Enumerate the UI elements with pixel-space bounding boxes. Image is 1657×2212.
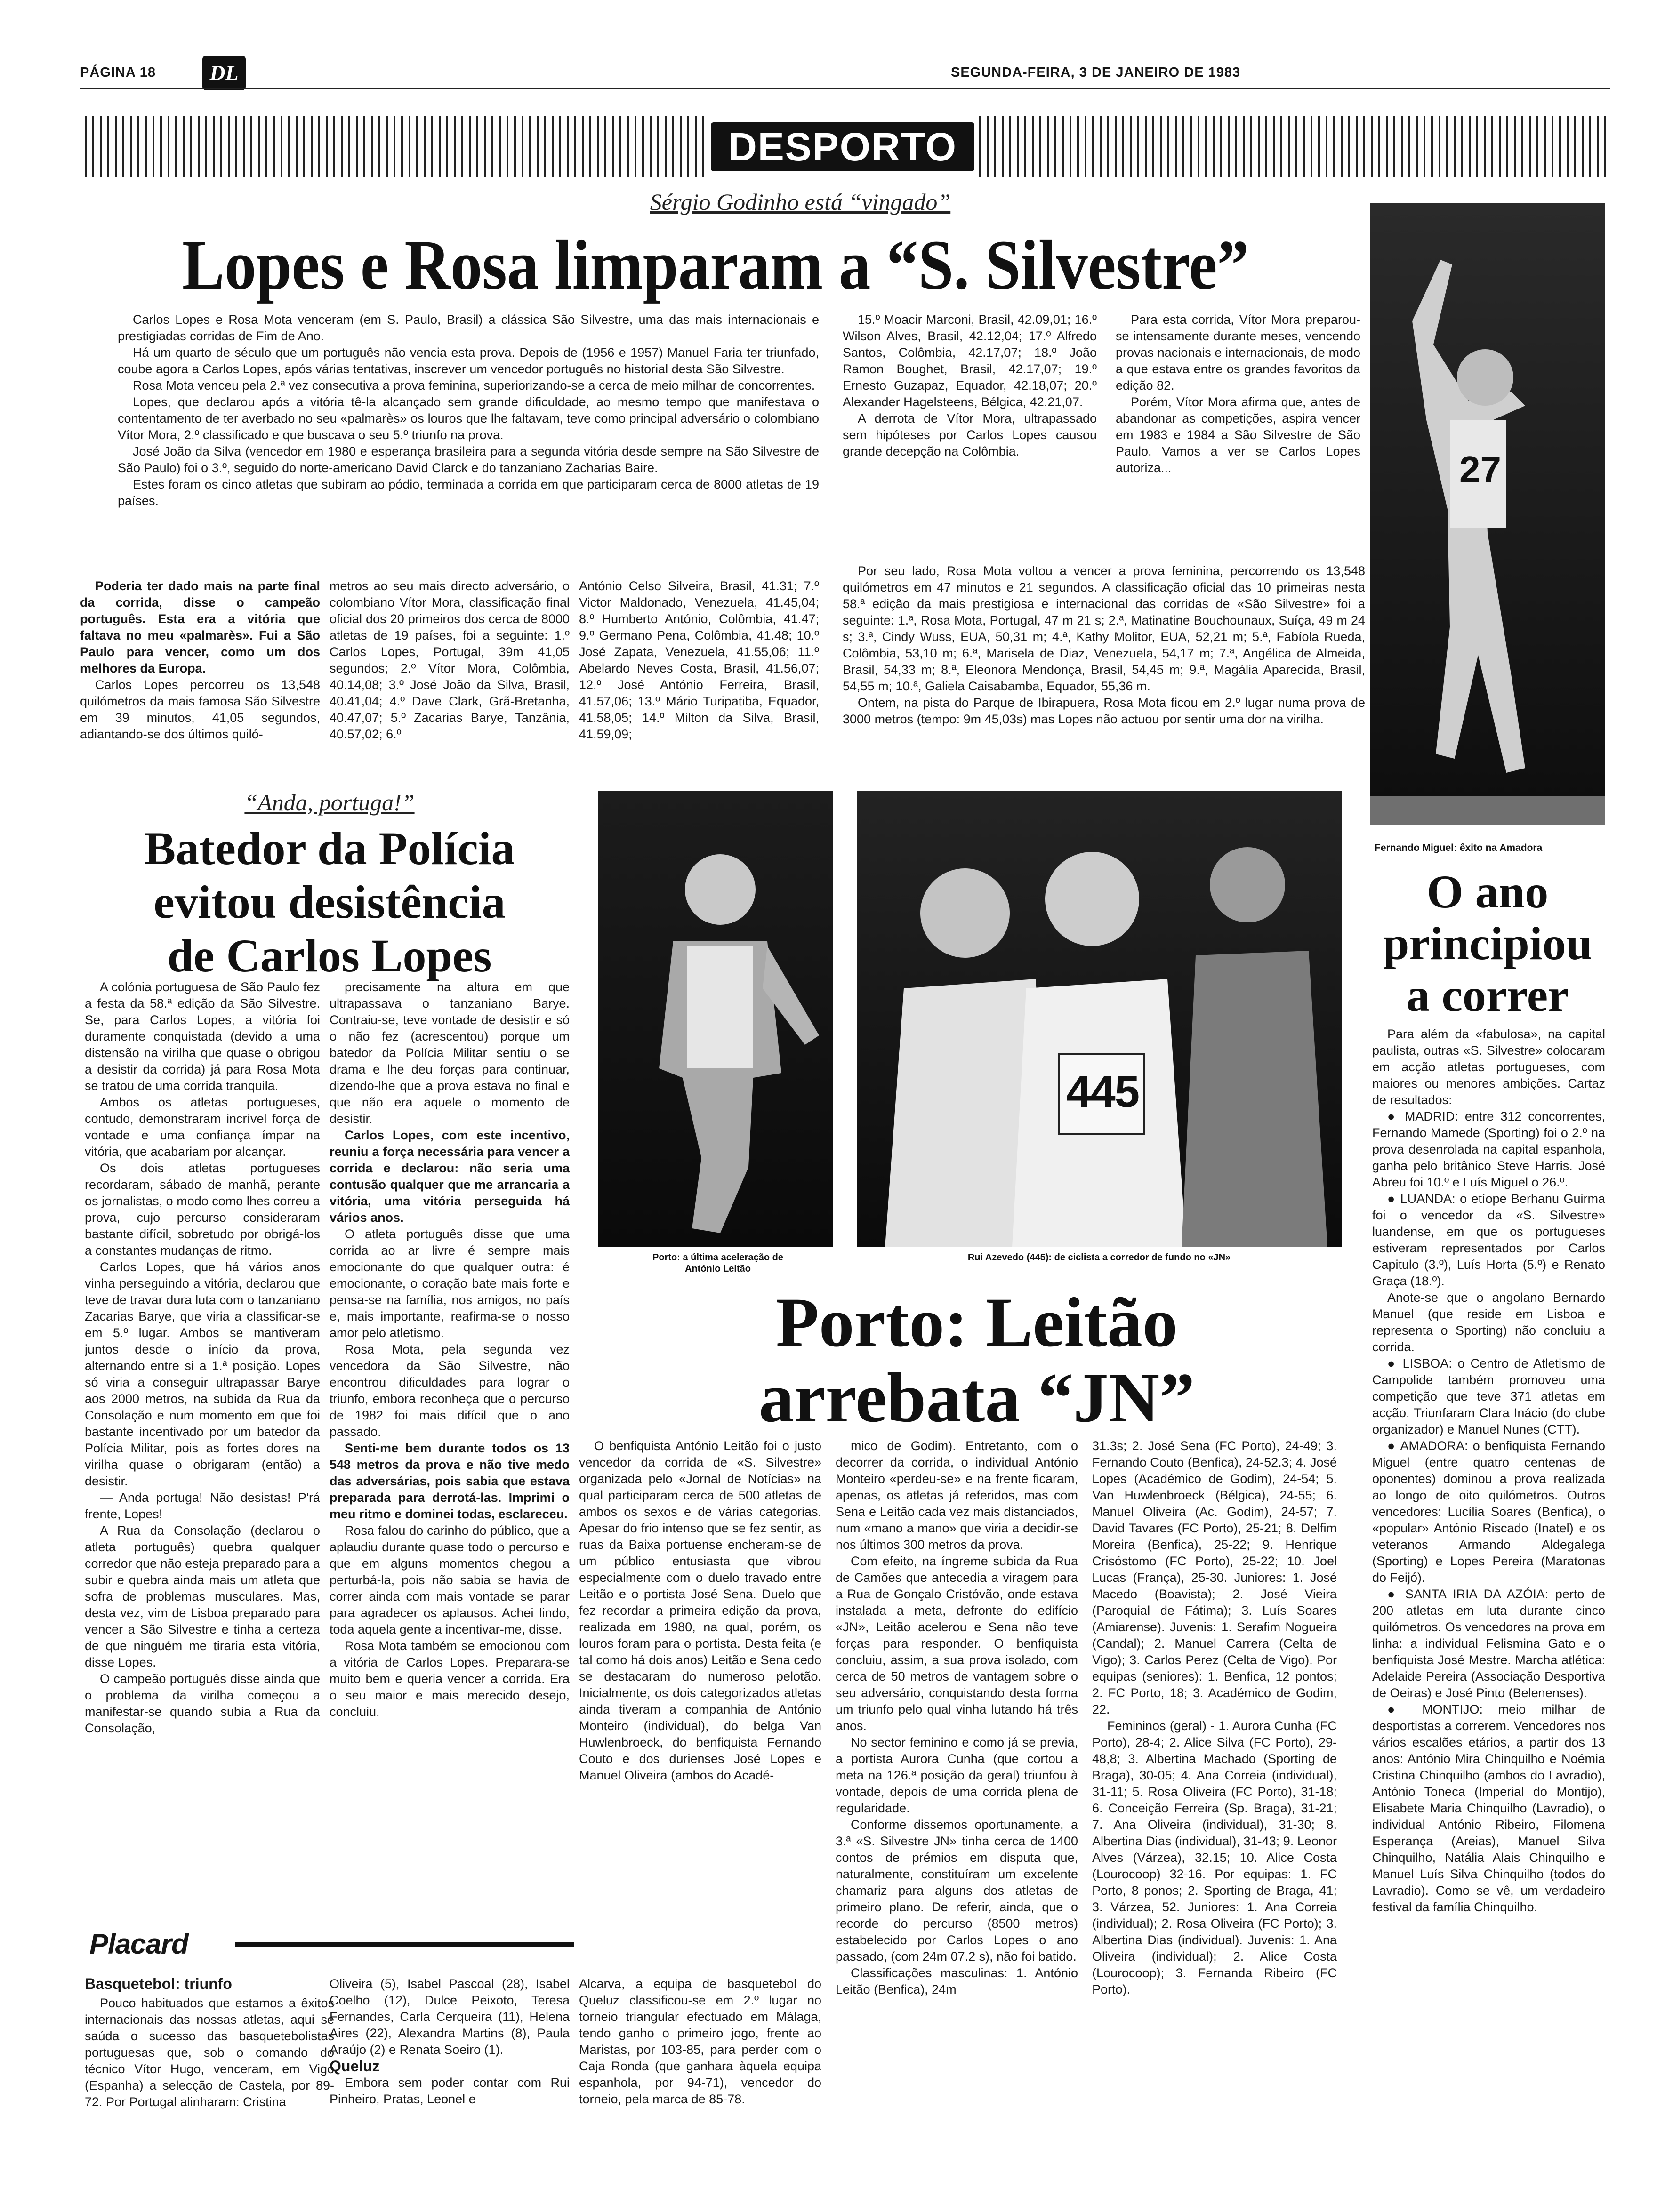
police-headline-line: Batedor da Polícia <box>144 822 515 874</box>
main-paragraph: Carlos Lopes e Rosa Mota venceram (em S. Paulo, Brasil) a clássica São Silvestre, uma das mais internacionais e prestigiadas corridas de Fim de Ano. <box>118 313 819 343</box>
main-kicker: Sérgio Godinho está “vingado” <box>650 189 951 215</box>
bullet-icon: ● <box>1387 1109 1405 1123</box>
section-band-left <box>85 116 706 177</box>
main-paragraph: A derrota de Vítor Mora, ultrapassado sem hipóteses por Carlos Lopes causou grande decepção na Colômbia. <box>843 411 1097 458</box>
masthead-rule <box>80 88 1610 89</box>
police-paragraph: Rosa Mota também se emocionou com a vitória de Carlos Lopes. Preparara-se muito bem e queria vencer a corrida. Era o seu maior e mais merecido desejo, concluiu. <box>330 1639 570 1719</box>
porto-paragraph: Com efeito, na íngreme subida da Rua de Camões que antecedia a viragem para a Rua de Gonçalo Cristóvão, onde estava instalada a meta, defronte do edifício «JN», Leitão acelerou e Sena não teve forças para responder. O benfiquista concluiu, assim, a sua prova isolado, com cerca de 50 metros de vantagem sobre o seu adversário, conquistando desta forma um triunfo pelo qual vinha lutando há três anos. <box>836 1554 1078 1733</box>
main-headline: Lopes e Rosa limparam a “S. Silvestre” <box>182 226 1249 304</box>
main-paragraph: Carlos Lopes percorreu os 13,548 quilómetros da mais famosa São Silvestre em 39 minutos, 41,05 segundos, adiantando-se dos últimos quiló- <box>80 678 320 741</box>
police-paragraph: Ambos os atletas portugueses, contudo, demonstraram incrível força de vontade e uma confiança ímpar na vitória, que acabariam por alcançar. <box>85 1095 320 1159</box>
sidebar-item-text: Anote-se que o angolano Bernardo Manuel (que reside em Lisboa e representa o Sporting) não concluiu a corrida. <box>1372 1290 1605 1354</box>
placard-paragraph: Oliveira (5), Isabel Pascoal (28), Isabel Coelho (12), Dulce Peixoto, Teresa Fernandes, Carla Cerqueira (11), Helena Aires (22), Alexandra Martins (8), Paula Araújo (2) e Renata Soeiro (1). <box>330 1977 570 2057</box>
results-paragraph: António Celso Silveira, Brasil, 41.31; 7.º Victor Maldonado, Venezuela, 41.45,04; 8.º Humberto António, Colômbia, 41.47; 9.º Germano Pena, Colômbia, 41.48; 10.º José Zapata, Venezuela, 41.55,06; 11.º Abelardo Neves Costa, Brasil, 41.56,07; 12.º José António Ferreira, Brasil, 41.57,06; 13.º Mário Turipatiba, Equador, 41.58,05; 14.º Milton da Silva, Brasil, 41.59,09; <box>579 579 819 741</box>
bullet-icon: ● <box>1387 1587 1405 1601</box>
police-paragraph: A colónia portuguesa de São Paulo fez a festa da 58.ª edição da São Silvestre. Se, para Carlos Lopes, a vitória foi duramente conquistada (devido a uma distensão na virilha que quase o obrigou a desistir da corrida) já para Rosa Mota se tratou de uma corrida tranquila. <box>85 980 320 1093</box>
police-paragraph: Carlos Lopes, que há vários anos vinha perseguindo a vitória, declarou que teve de travar dura luta com o tanzaniano Zacarias Barye, que viria a classificar-se em 5.º lugar. Ambos se mantiveram juntos desde o início da prova, alternando entre si a 1.ª posição. Lopes só viria a conseguir ultrapassar Barye aos 2000 metros, na subida da Rua da Consolação e num momento em que foi bastante incentivado por um batedor da Polícia Militar, pois as fortes dores na virilha quase o obrigaram (então) a desistir. <box>85 1260 320 1488</box>
placard-bar <box>85 1925 579 1963</box>
sidebar-photo-caption: Fernando Miguel: êxito na Amadora <box>1375 842 1543 853</box>
photo-rui-azevedo <box>857 791 1342 1247</box>
placard-subhead: Basquetebol: triunfo <box>85 1975 232 1992</box>
porto-paragraph: Classificações masculinas: 1. António Leitão (Benfica), 24m <box>836 1966 1078 1996</box>
placard-paragraph: Embora sem poder contar com Rui Pinheiro, Pratas, Leonel e <box>330 2076 570 2106</box>
placard-title: Placard <box>89 1928 188 1960</box>
main-paragraph: Lopes, que declarou após a vitória tê-la alcançado sem grande dificuldade, ao mesmo tempo que manifestava o contentamento de ter averbado no seu «palmarès» os louros que lhe faltavam, teve como principal adversário o colombiano Vítor Mora, 2.º classificado e que buscava o seu 5.º triunfo na prova. <box>118 395 819 442</box>
placard-col-2 <box>330 1976 570 2173</box>
porto-paragraph: O benfiquista António Leitão foi o justo vencedor da corrida de «S. Silvestre» organizada pelo «Jornal de Notícias» na qual participaram cerca de 500 atletas de ambos os sexos e de várias categorias. Apesar do frio intenso que se fez sentir, as ruas da Baixa portuense encheram-se de um público entusiasta que vibrou especialmente com o duelo travado entre Leitão e o portista José Sena. Duelo que fez recordar a primeira edição da prova, realizada em 1980, na qual, porém, os louros foram para o portista. Desta feita (e tal como há dois anos) Leitão e Sena cedo se destacaram do numeroso pelotão. Inicialmente, os dois categorizados atletas ainda tiveram a companhia de António Monteiro (individual), do belga Van Huwlenbroeck, do benfiquista Fernando Couto e dos durienses José Lopes e Manuel Oliveira (ambos do Acadé- <box>579 1439 821 1782</box>
sidebar-item-text: LISBOA: o Centro de Atletismo de Campolide também promoveu uma competição que teve 371 atletas em acção. Triunfaram Clara Inácio (do clube organizador) e Manuel Nunes (CTT). <box>1372 1356 1605 1436</box>
porto-col-3 <box>1092 1438 1337 2163</box>
police-headline-line: de Carlos Lopes <box>167 930 492 982</box>
sidebar-item-text: MADRID: entre 312 concorrentes, Fernando Mamede (Sporting) foi o 2.º na prova desenrolada na capital espanhola, ganha pelo britânico Steve Harris. José Abreu foi 10.º e Luís Miguel o 26.º. <box>1372 1109 1605 1189</box>
porto-headline <box>588 1285 1365 1435</box>
placard-subhead-queluz: Queluz <box>330 2058 380 2075</box>
main-paragraph: Porém, Vítor Mora afirma que, antes de abandonar as competições, aspira vencer em 1983 e 1984 a São Silvestre de São Paulo. Vamos a ver se Carlos Lopes autoriza... <box>1116 395 1360 475</box>
porto-paragraph: mico de Godim). Entretanto, com o decorrer da corrida, o individual António Monteiro «perdeu-se» e na frente ficaram, apenas, os atletas já referidos, mas com Sena e Leitão cada vez mais distanciados, num «mano a mano» que viria a decidir-se nos últimos 300 metros da prova. <box>836 1439 1078 1552</box>
main-col-2 <box>843 312 1097 533</box>
photo-antonio-leitao <box>598 791 833 1247</box>
placard-col-3 <box>579 1976 821 2173</box>
porto-paragraph: Conforme dissemos oportunamente, a 3.ª «S. Silvestre JN» tinha cerca de 1400 contos de prémios em disputa que, naturalmente, constituíram um excelente chamariz para alguns dos atletas de primeiro plano. De referir, ainda, que o recorde do percurso (8500 metros) estabelecido por Carlos Lopes o ano passado, (com 24m 07.2 s), não foi batido. <box>836 1818 1078 1964</box>
sidebar-item <box>1372 1191 1605 1290</box>
main-paragraph: Há um quarto de século que um português não vencia esta prova. Depois de (1956 e 1957) Manuel Faria ter triunfado, coube agora a Carlos Lopes, após várias tentativas, inscrever um vencedor português no historial desta São Silvestre. <box>118 345 819 376</box>
police-headline <box>85 822 574 983</box>
page-date: SEGUNDA-FEIRA, 3 DE JANEIRO DE 1983 <box>951 65 1241 80</box>
police-paragraph: O campeão português disse ainda que o problema da virilha começou a manifestar-se quando subia a Rua da Consolação, <box>85 1672 320 1735</box>
bullet-icon: ● <box>1387 1702 1423 1716</box>
porto-results: 31.3s; 2. José Sena (FC Porto), 24-49; 3. Fernando Couto (Benfica), 24-52.3; 4. José Lopes (Académico de Godim), 24-54; 5. Van Huwlenbroeck (Bélgica), 24-55; 6. Manuel Oliveira (Ac. Godim), 24-57; 7. David Tavares (FC Porto), 25-21; 8. Delfim Moreira (Benfica), 25-22; 9. Henrique Crisóstomo (FC Porto), 25-22; 10. Joel Lucas (França), 25-30. Juniores: 1. José Macedo (Boavista); 2. José Vieira (Paroquial de Fátima); 3. Luís Soares (Amiarense). Juvenis: 1. Serafim Nogueira (Candal); 2. Manuel Carrera (Celta de Vigo); 3. Carlos Perez (Celta de Vigo). Por equipas (seniores): 1. Benfica, 12 pontos; 2. FC Porto, 18; 3. Académico de Godim, 22. <box>1092 1439 1337 1716</box>
placard-col-1 <box>85 1974 334 2172</box>
police-paragraph: A Rua da Consolação (declarou o atleta português) quebra qualquer corredor que não esteja preparado para a subir e quebra ainda mais um atleta que sofra de problemas musculares. Mas, desta vez, vim de Lisboa preparado para vencer a São Silvestre e tinha a certeza de que ninguém me tiraria esta vitória, disse Lopes. <box>85 1523 320 1669</box>
caption-line: António Leitão <box>685 1264 751 1274</box>
runner-photo-right <box>1370 203 1605 825</box>
sidebar-item <box>1372 1586 1605 1701</box>
police-kicker: “Anda, portuga!” <box>244 789 415 816</box>
police-col-2 <box>330 979 570 1925</box>
placard-paragraph: Pouco habituados que estamos a êxitos internacionais das nossas atletas, aqui se saúda o sucesso das basquetebolistas portuguesas que, sob o comando do técnico Vítor Hugo, venceram, em Vigo (Espanha) a selecção de Castela, por 89-72. Por Portugal alinharam: Cristina <box>85 1996 334 2109</box>
quote-paragraph: Poderia ter dado mais na parte final da corrida, disse o campeão português. Esta era a vitória que faltava no meu «palmarès». Fui a São Paulo para vencer, como um dos melhores da Europa. <box>80 579 320 675</box>
sidebar-headline <box>1367 866 1608 1021</box>
logo-letters: DL <box>209 61 239 85</box>
section-label: DESPORTO <box>728 125 957 169</box>
sidebar-item-text: LUANDA: o etíope Berhanu Guirma foi o vencedor da «S. Silvestre» luandense, em que os portugueses estiveram representados por Carlos Capitulo (3.º), Luís Horta (5.º) e Renato Graça (18.º). <box>1372 1192 1605 1288</box>
police-paragraph: — Anda portuga! Não desistas! P'rá frente, Lopes! <box>85 1491 320 1521</box>
porto-headline-line: arrebata “JN” <box>758 1359 1195 1437</box>
main-paragraph: Rosa Mota venceu pela 2.ª vez consecutiva a prova feminina, superiorizando-se a cerca de meio milhar de concorrentes. <box>133 378 815 393</box>
sidebar-item-text: SANTA IRIA DA AZÓIA: perto de 200 atletas em luta durante cinco quilómetros. Os vencedores na prova em linha: a individual Felismina Gato e o benfiquista José Mestre. Marcha atlética: Adelaide Pereira (Associação Desportiva de Oeiras) e José Pinto (Belenenses). <box>1372 1587 1605 1700</box>
runner-bib-number: 27 <box>1459 449 1501 490</box>
main-lower-col-1 <box>80 578 320 780</box>
sidebar-headline-line: a correr <box>1406 969 1569 1021</box>
sidebar-headline-line: O ano <box>1426 866 1549 918</box>
main-paragraph: Para esta corrida, Vítor Mora preparou-se intensamente durante meses, vencendo provas nacionais e internacionais, de modo a que estava entre os grandes favoritos da edição 82. <box>1116 313 1360 393</box>
porto-col-2 <box>836 1438 1078 2163</box>
police-paragraph: Rosa Mota, pela segunda vez vencedora da São Silvestre, não encontrou dificuldades para lograr o triunfo, embora reconheça que o percurso de 1982 foi mais difícil que o ano passado. <box>330 1342 570 1439</box>
results-paragraph: metros ao seu mais directo adversário, o colombiano Vítor Mora, classificação final oficial dos 20 primeiros dos cerca de 8000 atletas de 19 países, foi a seguinte: 1.º Carlos Lopes, Portugal, 39m 41,05 segundos; 2.º Vítor Mora, Colômbia, 40.14,08; 3.º José João da Silva, Brasil, 40.41,04; 4.º Dave Clark, Grã-Bretanha, 40.47,07; 5.º Zacarias Barye, Tanzânia, 40.57,02; 6.º <box>330 579 570 741</box>
sidebar-item <box>1372 1290 1605 1355</box>
photo-caption-azevedo: Rui Azevedo (445): de ciclista a corredor de fundo no «JN» <box>967 1252 1231 1263</box>
porto-results: Femininos (geral) - 1. Aurora Cunha (FC Porto), 28-4; 2. Alice Silva (FC Porto), 29-48,8; 3. Albertina Machado (Sporting de Braga), 30-05; 4. Ana Correia (individual), 31-11; 5. Rosa Oliveira (FC Porto), 31-18; 6. Conceição Ferreira (Sp. Braga), 31-21; 7. Ana Oliveira (individual), 31-30; 8. Albertina Dias (individual), 31-43; 9. Leonor Alves (Várzea), 32.15; 10. Alice Costa (Lourocoop) 32-16. Por equipas: 1. FC Porto, 8 ponos; 2. Sporting de Braga, 41; 3. Várzea, 52. Juniores: 1. Ana Correia (individual); 2. Rosa Oliveira (FC Porto); 3. Albertina Dias (individual). Juvenis: 1. Ana Oliveira (individual); 2. Alice Costa (Lourocoop); 3. Fernanda Ribeiro (FC Porto). <box>1092 1719 1337 1996</box>
police-col-1 <box>85 979 320 1925</box>
sidebar-body <box>1372 1026 1605 2165</box>
main-paragraph: Ontem, na pista do Parque de Ibirapuera, Rosa Mota ficou em 2.º lugar numa prova de 3000 metros (tempo: 9m 45,03s) mas Lopes não actuou por sentir uma dor na virilha. <box>843 696 1365 726</box>
main-col-3 <box>1116 312 1360 533</box>
police-paragraph: Carlos Lopes, com este incentivo, reuniu a força necessária para vencer a corrida e declarou: não seria uma contusão qualquer que me arrancaria a vitória, uma vitória perseguida há vários anos. <box>330 1128 570 1225</box>
sidebar-headline-line: principiou <box>1383 917 1593 970</box>
page-number: PÁGINA 18 <box>80 65 156 80</box>
bullet-icon: ● <box>1387 1439 1400 1453</box>
runner-silhouette <box>1370 203 1605 825</box>
bullet-icon: ● <box>1387 1356 1403 1370</box>
runner-silhouette <box>598 791 833 1247</box>
newspaper-logo <box>202 56 246 90</box>
main-lower-col-4 <box>843 563 1365 784</box>
main-lower-col-2 <box>330 578 570 780</box>
main-paragraph: José João da Silva (vencedor em 1980 e esperança brasileira para a segunda vitória desde sempre na São Silvestre de São Paulo) foi o 3.º, seguido do norte-americano David Clarck e do tanzaniano Zacharias Baire. <box>118 444 819 475</box>
main-paragraph: Estes foram os cinco atletas que subiram ao pódio, terminada a corrida em que participaram cerca de 8000 atletas de 19 países. <box>118 477 819 508</box>
police-paragraph: Os dois atletas portugueses recordaram, sábado de manhã, perante os jornalistas, o modo como lhes correu a prova, cujo percurso consideraram bastante difícil, sobretudo por obrigá-los a constantes mudanças de ritmo. <box>85 1161 320 1258</box>
results-paragraph: 15.º Moacir Marconi, Brasil, 42.09,01; 16.º Wilson Alves, Brasil, 42.12,04; 17.º Alfredo Santos, Colômbia, 42.17,07; 18.º João Ramon Boughet, Brasil, 42.17,07; 19.º Ernesto Guzapaz, Equador, 42.18,07; 20.º Alexander Hagelsteens, Bélgica, 42.21,07. <box>843 313 1097 409</box>
section-title <box>711 122 974 171</box>
sidebar-intro: Para além da «fabulosa», na capital paulista, outras «S. Silvestre» colocaram em acção atletas portugueses, com maiores ou menores ambições. Cartaz de resultados: <box>1372 1027 1605 1107</box>
porto-paragraph: No sector feminino e como já se previa, a portista Aurora Cunha (que cortou a meta na 126.ª posição da geral) triunfou à vontade, depois de uma corrida plena de regularidade. <box>836 1735 1078 1815</box>
runner-bib-number: 445 <box>1066 1066 1139 1117</box>
photo-caption-leitao <box>607 1252 828 1274</box>
police-headline-line: evitou desistência <box>153 876 506 928</box>
porto-headline-line: Porto: Leitão <box>776 1283 1178 1362</box>
runners-group <box>857 791 1342 1247</box>
section-band-right <box>979 116 1610 177</box>
police-paragraph: O atleta português disse que uma corrida ao ar livre é sempre mais emocionante do que qualquer outra: é emocionante, o coração bate mais forte e pensa-se na família, nos amigos, no país e, mais importante, reafirma-se o nosso amor pelo atletismo. <box>330 1227 570 1340</box>
police-paragraph: Rosa falou do carinho do público, que a aplaudiu durante quase todo o percurso e que em alguns momentos chegou a perturbá-la, pois não sabia se havia de correr ainda com mais vontade se parar para agradecer os aplausos. Achei lindo, toda aquela gente a incentivar-me, disse. <box>330 1523 570 1636</box>
police-paragraph: Senti-me bem durante todos os 13 548 metros da prova e não tive medo das adversárias, pois sabia que estava preparada para derrotá-las. Imprimi o meu ritmo e dominei todas, esclareceu. <box>330 1441 570 1521</box>
police-paragraph: precisamente na altura em que ultrapassava o tanzaniano Barye. Contraiu-se, teve vontade de desistir e só o não fez (acrescentou) porque um batedor da Polícia Militar sentiu o se drama e lhe deu forças para continuar, dizendo-lhe que a prova estava no final e que não era aquele o momento de desistir. <box>330 980 570 1126</box>
main-col-1 <box>118 312 819 566</box>
sidebar-item <box>1372 1108 1605 1191</box>
sidebar-item-text: AMADORA: o benfiquista Fernando Miguel (entre quatro centenas de oponentes) dominou a prova realizada ao longo de oito quilómetros. Outros vencedores: Lucília Soares (Benfica), o «popular» António Riscado (Inatel) e os veteranos Armando Aldegalega (Sporting) e Lopes Pereira (Maratonas do Feijó). <box>1372 1439 1605 1585</box>
caption-line: Porto: a última aceleração de <box>652 1252 783 1263</box>
bullet-icon: ● <box>1387 1192 1400 1206</box>
sidebar-item <box>1372 1701 1605 1915</box>
sidebar-item <box>1372 1355 1605 1438</box>
placard-paragraph: Alcarva, a equipa de basquetebol do Queluz classificou-se em 2.º lugar no torneio triangular efectuado em Málaga, tendo ganho o primeiro jogo, frente ao Maristas, por 103-85, para perder com o Caja Ronda (que ganhara àquela equipa espanhola, por 94-71), vencedor do torneio, pela marca de 85-78. <box>579 1977 821 2106</box>
placard-rule <box>235 1942 574 1947</box>
sidebar-item-text: MONTIJO: meio milhar de desportistas a correrem. Vencedores nos vários escalões etários, a partir dos 13 anos: António Mira Chinquilho e Noémia Cristina Chinquilho (ambos do Lavradio), António Toneca (Imperial do Montijo), Elisabete Maria Chinquilho (Lavradio), o individual António Ribeiro, Filomena Esperança (Areias), Manuel Silva Chinquilho, Natália Alais Chinquilho e Manuel Luís Silva Chinquilho (todos do Lavradio). Como se vê, um verdadeiro festival da família Chinquilho. <box>1372 1702 1605 1914</box>
main-lower-col-3 <box>579 578 819 780</box>
results-paragraph: Por seu lado, Rosa Mota voltou a vencer a prova feminina, percorrendo os 13,548 quilómetros em 47 minutos e 21 segundos. A classificação oficial das 10 primeiras nesta 58.ª edição da mais prestigiosa e internacional das corridas de «São Silvestre» foi a seguinte: 1.ª, Rosa Mota, Portugal, 47 m 21 s; 2.ª, Matinatine Bouchounaux, Suíça, 49 m 24 s; 3.ª, Cindy Wuss, EUA, 50,31 m; 4.ª, Kathy Molitor, EUA, 52,21 m; 5.ª, Fabíola Rueda, Colômbia, 53,10 m; 6.ª, Marisela de Diaz, Venezuela, 54,17 m; 7.ª, Angélica de Almeida, Brasil, 54,33 m; 8.ª, Eleonora Mendonça, Brasil, 54,45 m; 9.ª, Magália Aparecida, Brasil, 54,55 m; 10.ª, Galiela Caisabamba, Equador, 55,36 m. <box>843 564 1365 693</box>
sidebar-item <box>1372 1438 1605 1586</box>
